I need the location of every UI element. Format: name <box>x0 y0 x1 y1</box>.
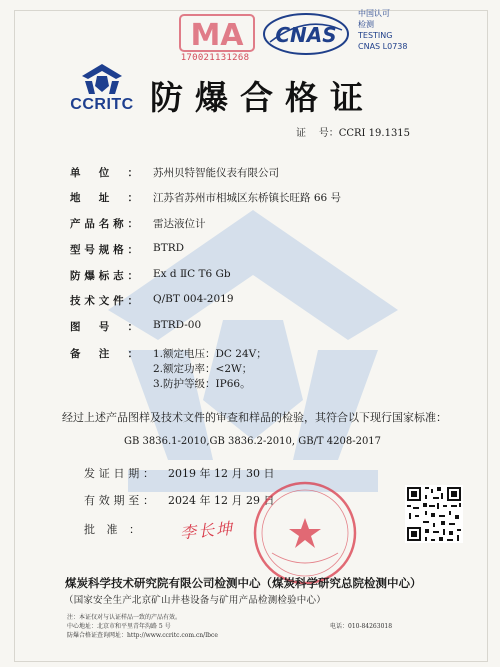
cnas-line: TESTING <box>358 31 393 40</box>
cnas-caption <box>358 8 407 52</box>
ma-certification-logo <box>178 12 256 54</box>
note-line: 2.额定功率：<2W； <box>153 363 253 375</box>
footer-note: 注：本证仅对与认证样品一致的产品有效。 <box>67 614 182 621</box>
issue-date-value: 2019 年 12 月 30 日 <box>168 467 275 480</box>
field-label-notes: 备注： <box>70 348 138 360</box>
cnas-line: 中国认可 <box>358 9 390 18</box>
cnas-logo-text: CNAS <box>275 23 337 47</box>
certificate-number <box>296 124 410 139</box>
cnas-line: CNAS L0738 <box>358 42 408 51</box>
field-value-product-name: 雷达液位计 <box>153 218 206 230</box>
field-label-unit: 单位： <box>70 167 138 179</box>
ccritc-logo-text: CCRITC <box>70 96 134 113</box>
footer-phone: 电话：010-84263018 <box>330 623 393 630</box>
field-value-drawing-no: BTRD-00 <box>153 319 202 331</box>
field-label-product-name: 产品名称： <box>70 218 138 230</box>
ccritc-logo-icon <box>80 62 124 96</box>
field-value-address: 江苏省苏州市相城区东桥镇长旺路 66 号 <box>153 192 342 204</box>
cnas-logo <box>262 12 350 56</box>
cnas-line: 检测 <box>358 20 374 29</box>
field-value-model: BTRD <box>153 242 185 254</box>
field-label-drawing-no: 图号： <box>70 321 138 333</box>
field-label-address: 地址： <box>70 192 138 204</box>
footer-address: 中心地址：北京市和平里青年沟路 5 号 <box>67 623 171 630</box>
issuing-organization: 煤炭科学技术研究院有限公司检测中心（煤炭科学研究总院检测中心） <box>65 576 422 590</box>
approver-signature: 李长坤 <box>179 518 235 543</box>
standards-list: GB 3836.1-2010,GB 3836.2-2010, GB/T 4208-2017 <box>124 436 382 447</box>
cert-no-value: CCRI 19.1315 <box>338 128 411 139</box>
note-line: 1.额定电压：DC 24V； <box>153 348 267 360</box>
qr-code <box>405 485 463 543</box>
conformity-statement: 经过上述产品图样及技术文件的审查和样品的检验，其符合以下现行国家标准： <box>62 411 447 424</box>
note-line: 3.防护等级：IP66。 <box>153 378 251 390</box>
footer-query-url: 防爆合格证查询网址：http://www.ccritc.com.cn/lbce <box>67 632 218 639</box>
cert-no-label: 证 号： <box>296 128 339 139</box>
field-label-ex-mark: 防爆标志： <box>70 270 138 282</box>
approval-label: 批准： <box>84 523 140 536</box>
field-label-tech-doc: 技术文件： <box>70 295 138 307</box>
ma-number: 170021131268 <box>180 53 250 63</box>
valid-until-label: 有效期至： <box>84 494 154 507</box>
field-value-unit: 苏州贝特智能仪表有限公司 <box>153 167 279 179</box>
valid-until-value: 2024 年 12 月 29 日 <box>168 494 275 507</box>
field-label-model: 型号规格： <box>70 244 138 256</box>
certificate-title: 防爆合格证 <box>150 78 375 117</box>
official-seal-stamp <box>250 478 360 588</box>
field-value-ex-mark: Ex d ⅡC T6 Gb <box>153 268 231 280</box>
issuing-organization-subtitle: （国家安全生产北京矿山井巷设备与矿用产品检测检验中心） <box>64 595 326 606</box>
ma-logo-text: MA <box>190 18 244 53</box>
issue-date-label: 发证日期： <box>84 467 154 480</box>
field-value-tech-doc: Q/BT 004-2019 <box>153 293 234 305</box>
